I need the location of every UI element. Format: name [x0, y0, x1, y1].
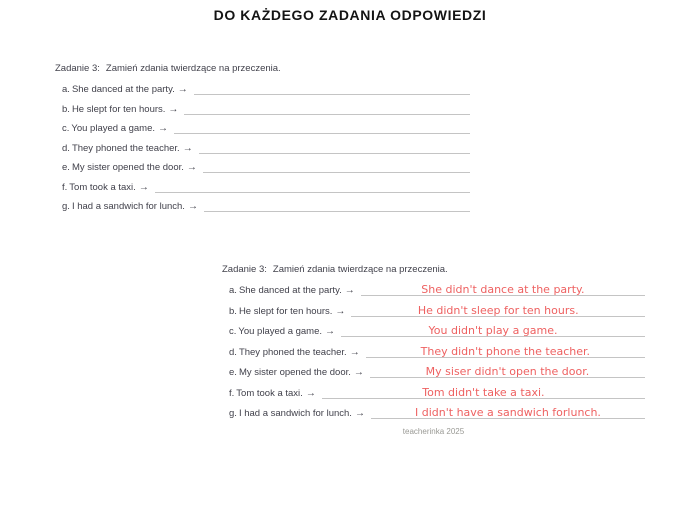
item-sentence: I had a sandwich for lunch. — [238, 408, 352, 419]
answer-blank — [204, 198, 470, 212]
arrow-icon: → — [186, 162, 197, 173]
exercise-items — [229, 283, 645, 420]
exercise-row — [229, 406, 645, 420]
exercise-row — [62, 141, 470, 155]
task-instruction: Zamień zdania twierdzące na przeczenia. — [105, 63, 281, 74]
answer-text: Tom didn't take a taxi. — [422, 385, 545, 399]
exercise-row — [62, 199, 470, 213]
arrow-icon: → — [177, 84, 188, 95]
item-sentence: She danced at the party. — [238, 285, 342, 296]
item-sentence: He slept for ten hours. — [71, 103, 166, 115]
answer-blank — [322, 385, 645, 399]
answer-text: They didn't phone the teacher. — [420, 344, 591, 358]
item-sentence: You played a game. — [238, 326, 323, 337]
arrow-icon: → — [349, 346, 360, 358]
exercise-row — [229, 283, 645, 297]
item-letter: b. — [229, 305, 237, 317]
exercise-row — [229, 324, 645, 338]
answer-blank — [370, 364, 645, 378]
task-instruction: Zamień zdania twierdzące na przeczenia. — [272, 264, 448, 275]
worksheet-answered — [222, 264, 645, 436]
item-letter: f. — [62, 181, 68, 193]
exercise-row — [229, 345, 645, 359]
exercise-row — [62, 102, 470, 116]
answer-text: He didn't sleep for ten hours. — [417, 303, 579, 317]
item-sentence: Tom took a taxi. — [236, 387, 303, 399]
exercise-row — [229, 365, 645, 379]
item-sentence: My sister opened the door. — [71, 162, 184, 173]
answer-blank — [351, 303, 645, 317]
exercise-row — [62, 180, 470, 194]
arrow-icon: → — [138, 181, 149, 193]
item-letter: d. — [62, 142, 70, 154]
answer-blank — [371, 405, 645, 419]
arrow-icon: → — [335, 305, 346, 317]
item-letter: e. — [229, 367, 237, 378]
exercise-row — [62, 82, 470, 96]
arrow-icon: → — [187, 201, 198, 212]
answer-blank — [184, 101, 470, 115]
task-label: Zadanie 3: — [222, 264, 267, 275]
item-letter: e. — [62, 162, 70, 173]
answer-blank — [199, 140, 470, 154]
item-sentence: You played a game. — [71, 123, 156, 134]
item-letter: c. — [229, 326, 237, 337]
arrow-icon: → — [344, 285, 355, 296]
item-letter: c. — [62, 123, 70, 134]
answer-blank — [361, 282, 645, 296]
answer-blank — [194, 81, 470, 95]
exercise-row — [229, 386, 645, 400]
item-sentence: He slept for ten hours. — [238, 305, 333, 317]
answer-blank — [155, 179, 470, 193]
task-label: Zadanie 3: — [55, 63, 100, 74]
item-letter: a. — [229, 285, 237, 296]
answer-blank — [366, 344, 645, 358]
exercise-row — [229, 304, 645, 318]
arrow-icon: → — [353, 367, 364, 378]
item-sentence: My sister opened the door. — [238, 367, 351, 378]
answer-blank — [174, 120, 470, 134]
answer-blank — [203, 159, 470, 173]
exercise-items — [62, 82, 470, 213]
answer-blank — [341, 323, 645, 337]
task-header — [55, 63, 470, 75]
item-letter: f. — [229, 387, 235, 399]
credit-text: teacherinka 2025 — [402, 426, 465, 436]
worksheet-blank — [55, 63, 470, 219]
page-title: DO KAŻDEGO ZADANIA ODPOWIEDZI — [213, 7, 487, 23]
item-letter: b. — [62, 103, 70, 115]
item-letter: d. — [229, 346, 237, 358]
arrow-icon: → — [354, 408, 365, 419]
answer-text: She didn't dance at the party. — [421, 283, 585, 296]
answer-text: I didn't have a sandwich forlunch. — [415, 406, 601, 419]
arrow-icon: → — [158, 123, 169, 134]
answer-text: You didn't play a game. — [428, 324, 558, 337]
arrow-icon: → — [168, 103, 179, 115]
item-letter: a. — [62, 84, 70, 95]
item-letter: g. — [229, 408, 237, 419]
answer-text: My siser didn't open the door. — [425, 365, 590, 378]
item-sentence: She danced at the party. — [71, 84, 175, 95]
item-sentence: They phoned the teacher. — [238, 346, 347, 358]
task-header — [222, 264, 645, 276]
arrow-icon: → — [305, 387, 316, 399]
arrow-icon: → — [182, 142, 193, 154]
item-sentence: Tom took a taxi. — [69, 181, 136, 193]
exercise-row — [62, 160, 470, 174]
exercise-row — [62, 121, 470, 135]
item-sentence: They phoned the teacher. — [71, 142, 180, 154]
item-sentence: I had a sandwich for lunch. — [71, 201, 185, 212]
item-letter: g. — [62, 201, 70, 212]
arrow-icon: → — [325, 326, 336, 337]
